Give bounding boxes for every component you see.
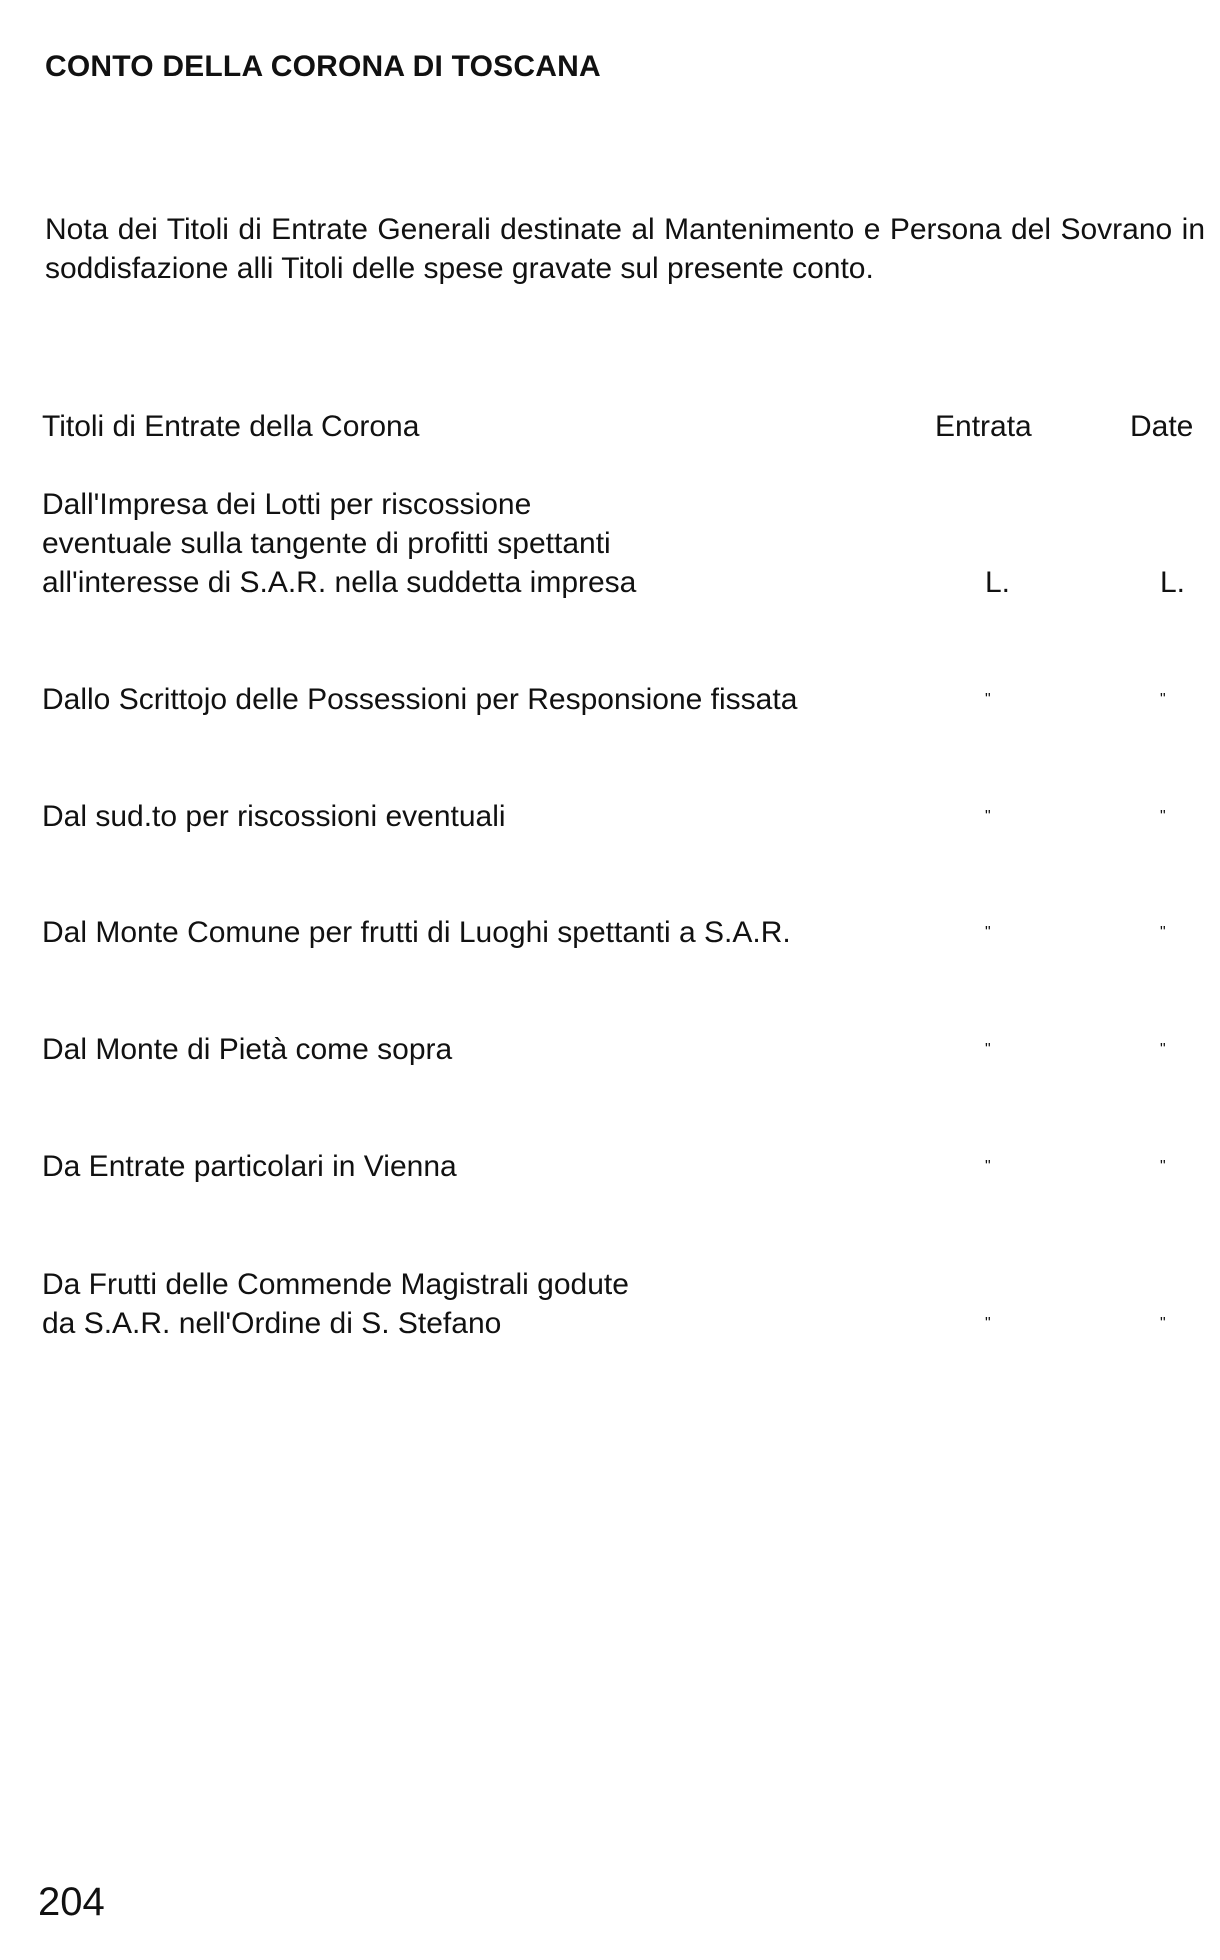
page-number: 204: [38, 1880, 105, 1924]
intro-paragraph: Nota dei Titoli di Entrate Generali destinate al Mantenimento e Persona del Sovrano in soddisfazione alli Titoli delle spese gravate sul presente conto.: [45, 213, 1205, 285]
entrata-ditto-mark: ": [985, 691, 991, 708]
row-label-line: all'interesse di S.A.R. nella suddetta impresa: [42, 566, 637, 599]
date-value: L.: [1160, 566, 1186, 599]
row-label-line: da S.A.R. nell'Ordine di S. Stefano: [42, 1307, 502, 1340]
row-label-line: Dal sud.to per riscossioni eventuali: [42, 800, 506, 833]
entrata-ditto-mark: ": [985, 808, 991, 825]
date-ditto-mark: ": [1160, 924, 1166, 941]
entrata-ditto-mark: ": [985, 924, 991, 941]
column-header-entrata: Entrata: [935, 410, 1032, 443]
column-header-date: Date: [1130, 410, 1194, 443]
row-label-line: Dal Monte di Pietà come sopra: [42, 1033, 453, 1066]
row-label-line: Dal Monte Comune per frutti di Luoghi spettanti a S.A.R.: [42, 916, 791, 949]
column-header-titoli: Titoli di Entrate della Corona: [42, 410, 420, 443]
date-ditto-mark: ": [1160, 808, 1166, 825]
row-label-line: Dall'Impresa dei Lotti per riscossione: [42, 488, 532, 521]
entrata-ditto-mark: ": [985, 1315, 991, 1332]
row-label-line: Da Frutti delle Commende Magistrali godute: [42, 1268, 629, 1301]
entrata-ditto-mark: ": [985, 1041, 991, 1058]
entrata-ditto-mark: ": [985, 1158, 991, 1175]
row-label-line: Dallo Scrittojo delle Possessioni per Responsione fissata: [42, 683, 798, 716]
entrata-value: L.: [985, 566, 1011, 599]
page-title: CONTO DELLA CORONA DI TOSCANA: [45, 50, 601, 83]
date-ditto-mark: ": [1160, 1315, 1166, 1332]
row-label-line: eventuale sulla tangente di profitti spettanti: [42, 527, 611, 560]
row-label-line: Da Entrate particolari in Vienna: [42, 1150, 457, 1183]
date-ditto-mark: ": [1160, 691, 1166, 708]
date-ditto-mark: ": [1160, 1041, 1166, 1058]
date-ditto-mark: ": [1160, 1158, 1166, 1175]
